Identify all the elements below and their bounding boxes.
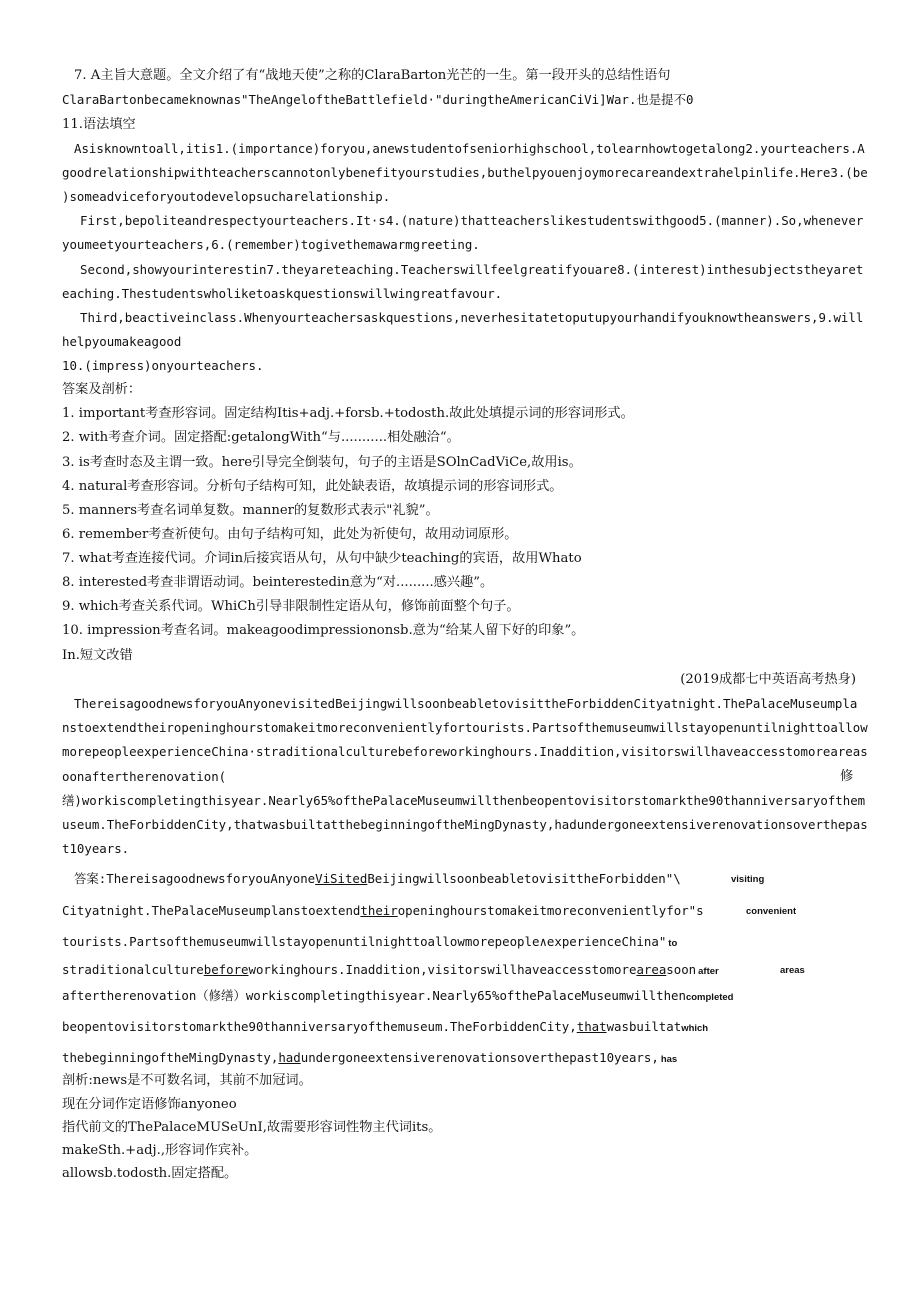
- error-that: that: [576, 1019, 607, 1034]
- answer-2: 2. with考查介词。固定搭配:getalongWith“与...........相处融洽“。: [62, 430, 460, 445]
- error-area: area: [636, 962, 667, 977]
- ec-passage-line-6: useum.TheForbiddenCity,thatwasbuiltatthebeginningoftheMingDynasty,hadundergoneextensiverenovationsoverthepas: [62, 817, 868, 832]
- passage-line-3: )someadviceforyoutodevelopsucharelationship.: [62, 189, 391, 204]
- ec-answer-line-1: 答案:ThereisagoodnewsforyouAnyoneViSitedBeijingwillsoonbeabletovisittheForbidden"\: [74, 871, 681, 886]
- ec-answer-line-7: thebeginningoftheMingDynasty,hadundergoneextensiverenovationsoverthepast10years, has: [62, 1050, 678, 1065]
- error-had: had: [278, 1050, 301, 1065]
- correction-tick: "\: [665, 871, 681, 886]
- correction-convenient: convenient: [746, 906, 797, 917]
- answer-6: 6. remember考查祈使句。由句子结构可知，此处为祈使句，故用动词原形。: [62, 527, 518, 542]
- passage-line-2: goodrelationshipwithteacherscannotonlybenefityourstudies,buthelpyouenjoymorecareandextrahelpinlife.Here3.(be: [62, 165, 868, 180]
- correction-tick: "s: [688, 903, 704, 918]
- answer-10: 10. impression考查名词。makeagoodimpressiononsb.意为“给某人留下好的印象”。: [62, 623, 585, 638]
- answer-heading: 答案及剖析：: [62, 382, 142, 397]
- ec-answer-line-4: straditionalculturebeforeworkinghours.Inaddition,visitorswillhaveaccesstomoreareasoon after: [62, 962, 719, 977]
- correction-after: after: [698, 966, 719, 977]
- insert-caret: ∧: [539, 934, 547, 949]
- ec-passage-line-7: t10years.: [62, 841, 130, 856]
- analysis-5: allowsb.todosth.固定搭配。: [62, 1166, 238, 1181]
- ec-answer-line-3: tourists.Partsofthemuseumwillstayopenuntilnighttoallowmorepeople∧experienceChina" to: [62, 934, 678, 949]
- passage-line-10: 10.(impress)onyourteachers.: [62, 358, 264, 373]
- ec-passage-line-4-char: 修: [840, 769, 854, 784]
- correction-has: has: [660, 1054, 678, 1065]
- error-visited: ViSited: [315, 871, 368, 886]
- ec-passage-line-1: ThereisagoodnewsforyouAnyonevisitedBeijingwillsoonbeabletovisittheForbiddenCityatnight.ThePalaceMuseumpla: [74, 696, 858, 711]
- error-before: before: [203, 962, 249, 977]
- source-note: (2019成都七中英语高考热身): [680, 672, 856, 687]
- answer-7: 7. what考查连接代词。介词in后接宾语从句，从句中缺少teaching的宾语，故用Whato: [62, 551, 582, 566]
- correction-areas: areas: [780, 965, 805, 976]
- ec-passage-line-4: oonaftertherenovation(: [62, 769, 227, 784]
- passage-line-8: Third,beactiveinclass.Whenyourteachersaskquestions,neverhesitatetoputupyourhandifyouknowtheanswers,9.will: [80, 310, 864, 325]
- ec-passage-line-3: morepeopleexperienceChina·straditionalculturebeforeworkinghours.Inaddition,visitorswillhaveaccesstomoreareas: [62, 744, 868, 759]
- q7-line-1: 7. A主旨大意题。全文介绍了有“战地天使”之称的ClaraBarton光芒的一生。第一段开头的总结性语句: [74, 68, 671, 83]
- section3-heading: In.短文改错: [62, 648, 133, 663]
- analysis-1: 剖析:news是不可数名词，其前不加冠词。: [62, 1073, 312, 1088]
- error-their: their: [360, 903, 398, 918]
- passage-line-5: youmeetyourteachers,6.(remember)togivethemawarmgreeting.: [62, 237, 480, 252]
- passage-line-4: First,bepoliteandrespectyourteachers.It·s4.(nature)thatteacherslikestudentswithgood5.(manner).So,whenever: [80, 213, 864, 228]
- answer-4: 4. natural考查形容词。分析句子结构可知，此处缺表语，故填提示词的形容词形式。: [62, 479, 563, 494]
- passage-line-6: Second,showyourinterestin7.theyareteaching.Teacherswillfeelgreatifyouare8.(interest)inthesubjectstheyaret: [80, 262, 864, 277]
- ec-answer-line-5: aftertherenovation（修缮）workiscompletingthisyear.Nearly65%ofthePalaceMuseumwillthencompleted: [62, 988, 734, 1003]
- analysis-4: makeSth.+adj.,形容词作宾补。: [62, 1143, 258, 1158]
- passage-line-7: eaching.Thestudentswholiketoaskquestionswillwingreatfavour.: [62, 286, 503, 301]
- answer-9: 9. which考查关系代词。WhiCh引导非限制性定语从句，修饰前面整个句子。: [62, 599, 520, 614]
- answer-5: 5. manners考查名词单复数。manner的复数形式表示"礼貌”。: [62, 503, 439, 518]
- answer-1: 1. important考查形容词。固定结构Itis+adj.+forsb.+todosth.故此处填提示词的形容词形式。: [62, 406, 634, 421]
- ec-passage-line-2: nstoextendtheiropeninghourstomakeitmoreconvenientlyfortourists.Partsofthemuseumwillstayopenuntilnighttoallow: [62, 720, 868, 735]
- passage-line-9: helpyoumakeagood: [62, 334, 182, 349]
- answer-8: 8. interested考查非谓语动词。beinterestedin意为“对.........感兴趣”。: [62, 575, 494, 590]
- section2-heading: 11.语法填空: [62, 117, 136, 132]
- answer-3: 3. is考查时态及主谓一致。here引导完全倒装句，句子的主语是SOlnCadViCe,故用is。: [62, 455, 582, 470]
- ec-passage-line-5: 缮)workiscompletingthisyear.Nearly65%ofthePalaceMuseumwillthenbeopentovisitorstomarkthe90thanniversaryofthem: [62, 793, 866, 808]
- ec-answer-line-2: Cityatnight.ThePalaceMuseumplanstoextendtheiropeninghourstomakeitmoreconvenientlyfor"s: [62, 903, 704, 918]
- correction-which: which: [681, 1023, 709, 1034]
- analysis-3: 指代前文的ThePalaceMUSeUnI,故需要形容词性物主代词its。: [62, 1120, 442, 1135]
- ec-answer-line-6: beopentovisitorstomarkthe90thanniversaryofthemuseum.TheForbiddenCity,thatwasbuiltatwhich: [62, 1019, 709, 1034]
- q7-line-2: ClaraBartonbecameknownas"TheAngeloftheBattlefield·"duringtheAmericanCiVi]War.也是提不0: [62, 92, 694, 107]
- analysis-2: 现在分词作定语修饰anyoneo: [62, 1097, 237, 1112]
- correction-to: to: [668, 938, 678, 949]
- correction-completed: completed: [685, 992, 734, 1003]
- correction-visiting: visiting: [731, 874, 765, 885]
- passage-line-1: Asisknowntoall,itis1.(importance)foryou,anewstudentofseniorhighschool,tolearnhowtogetalong2.yourteachers.A: [74, 141, 865, 156]
